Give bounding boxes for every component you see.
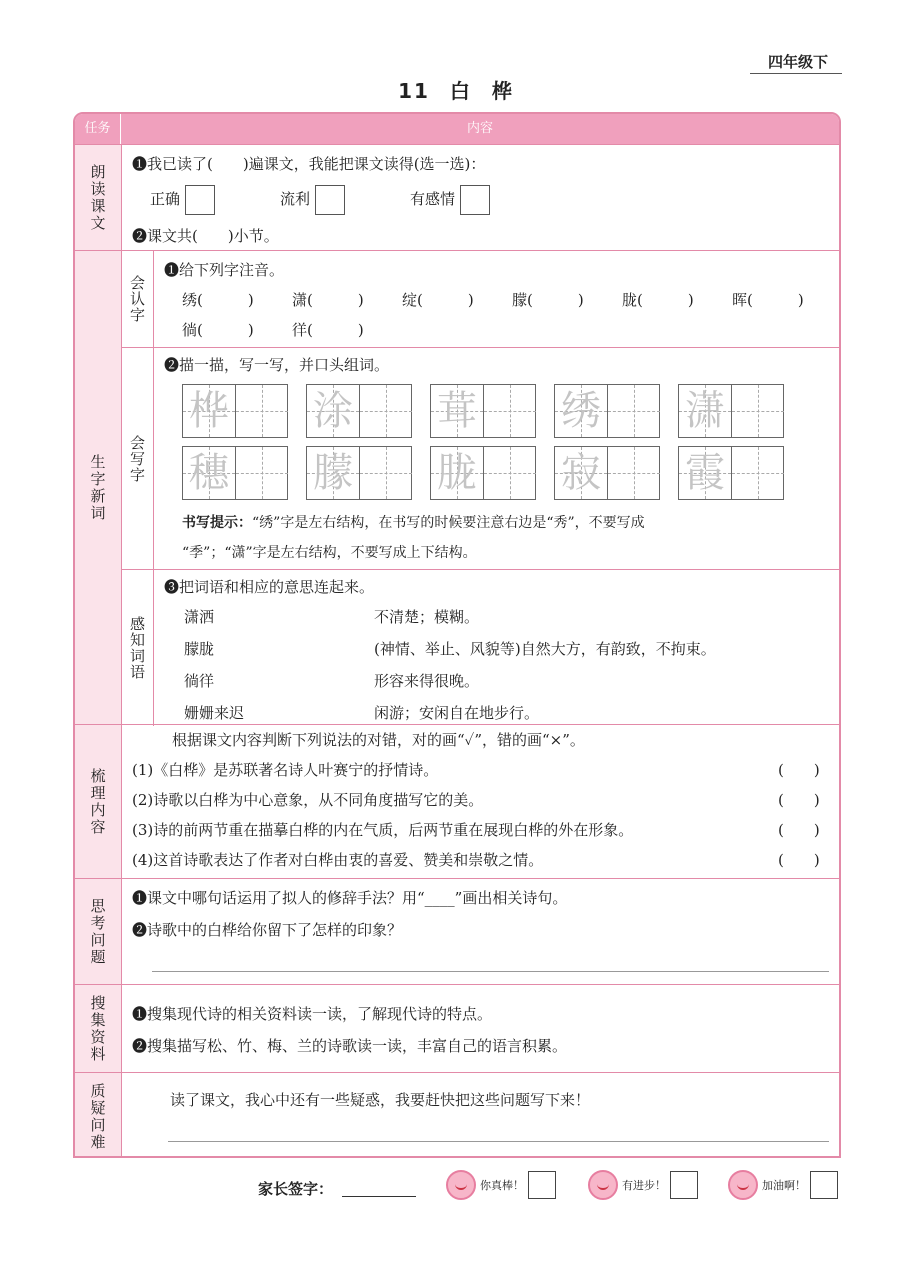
trace-char: 朦 <box>313 450 353 496</box>
think-q1: ❶课文中哪句话运用了拟人的修辞手法？用“____”画出相关诗句。 <box>132 889 568 907</box>
collect-q1: ❶搜集现代诗的相关资料读一读，了解现代诗的特点。 <box>132 1005 493 1023</box>
sun-face-icon <box>588 1170 618 1200</box>
pinyin-item[interactable]: 徉( ) <box>292 321 364 339</box>
section-think <box>121 878 839 984</box>
sub-label-perceive: 感知词语 <box>122 570 154 726</box>
sun-face-icon <box>728 1170 758 1200</box>
badge-label: 有进步！ <box>622 1179 666 1192</box>
match-word[interactable]: 潇洒 <box>184 608 215 626</box>
subsection-write <box>122 347 839 569</box>
question-prompt: 读了课文，我心中还有一些疑惑，我要赶快把这些问题写下来！ <box>170 1091 591 1109</box>
page-title <box>0 75 912 104</box>
writing-hint-line-2: “季”；“潇”字是左右结构，不要写成上下结构。 <box>182 545 477 561</box>
answer-paren[interactable]: ( ) <box>778 821 820 839</box>
answer-line[interactable] <box>168 1141 829 1142</box>
read-q1: ❶我已读了( )遍课文，我能把课文读得(选一选)： <box>132 155 486 173</box>
answer-paren[interactable]: ( ) <box>778 791 820 809</box>
section-label-read: 朗读课文 <box>75 144 121 250</box>
section-label-think: 思考问题 <box>75 878 121 984</box>
trace-char: 涂 <box>313 388 353 434</box>
trace-char: 胧 <box>437 450 477 496</box>
badge-great <box>446 1170 556 1200</box>
match-word[interactable]: 朦胧 <box>184 640 215 658</box>
title-char-1: 白 <box>449 79 472 103</box>
match-meaning[interactable]: 闲游；安闲自在地步行。 <box>374 704 540 722</box>
statement: (2)诗歌以白桦为中心意象，从不同角度描写它的美。 <box>132 791 484 809</box>
checkbox-emotion[interactable] <box>460 185 490 215</box>
writing-grid[interactable] <box>306 384 412 438</box>
section-label-newwords: 生字新词 <box>75 250 121 724</box>
pinyin-item[interactable]: 徜( ) <box>182 321 254 339</box>
header-content: 内容 <box>466 121 493 136</box>
statement: (4)这首诗歌表达了作者对白桦由衷的喜爱、赞美和崇敬之情。 <box>132 851 544 869</box>
section-label-question: 质疑问难 <box>75 1072 121 1158</box>
writing-grid[interactable] <box>306 446 412 500</box>
writing-hint-line-1: 书写提示：“绣”字是左右结构，在书写的时候要注意右边是“秀”，不要写成 <box>182 515 645 531</box>
writing-grid[interactable] <box>554 446 660 500</box>
badge-cheer <box>728 1170 838 1200</box>
write-prompt: ❷描一描，写一写，并口头组词。 <box>164 356 390 374</box>
lesson-number: 11 <box>398 79 430 103</box>
pinyin-item[interactable]: 绣( ) <box>182 291 254 309</box>
perceive-prompt: ❸把词语和相应的意思连起来。 <box>164 578 375 596</box>
statement: (3)诗的前两节重在描摹白桦的内在气质，后两节重在展现白桦的外在形象。 <box>132 821 634 839</box>
collect-q2: ❷搜集描写松、竹、梅、兰的诗歌读一读，丰富自己的语言积累。 <box>132 1037 568 1055</box>
grade-underline <box>750 73 842 74</box>
pinyin-item[interactable]: 潇( ) <box>292 291 364 309</box>
badge-checkbox[interactable] <box>810 1171 838 1199</box>
answer-paren[interactable]: ( ) <box>778 761 820 779</box>
badge-label: 加油啊！ <box>762 1179 806 1192</box>
section-newwords <box>121 250 839 724</box>
read-option-1: 正确 <box>150 183 215 215</box>
trace-char: 穗 <box>189 450 229 496</box>
writing-grid[interactable] <box>430 446 536 500</box>
pinyin-item[interactable]: 胧( ) <box>622 291 694 309</box>
section-label-collect: 搜集资料 <box>75 984 121 1072</box>
writing-grid[interactable] <box>430 384 536 438</box>
think-q2: ❷诗歌中的白桦给你留下了怎样的印象？ <box>132 921 403 939</box>
match-meaning[interactable]: 形容来得很晚。 <box>374 672 480 690</box>
sun-face-icon <box>446 1170 476 1200</box>
writing-grid[interactable] <box>678 384 784 438</box>
trace-char: 绣 <box>561 388 601 434</box>
subsection-perceive <box>122 569 839 725</box>
recognize-prompt: ❶给下列字注音。 <box>164 261 285 279</box>
parent-sign-line[interactable] <box>342 1196 416 1197</box>
badge-checkbox[interactable] <box>670 1171 698 1199</box>
writing-grid[interactable] <box>678 446 784 500</box>
sub-label-recognize: 会认字 <box>122 251 154 347</box>
writing-grid[interactable] <box>182 446 288 500</box>
worksheet <box>73 112 841 1158</box>
writing-grid[interactable] <box>182 384 288 438</box>
table-header <box>75 114 839 144</box>
read-q2: ❷课文共( )小节。 <box>132 227 279 245</box>
match-meaning[interactable]: (神情、举止、风貌等)自然大方，有韵致，不拘束。 <box>374 640 716 658</box>
trace-char: 茸 <box>437 388 477 434</box>
section-read <box>121 144 839 250</box>
section-label-sort: 梳理内容 <box>75 724 121 878</box>
badge-progress <box>588 1170 698 1200</box>
pinyin-item[interactable]: 晖( ) <box>732 291 804 309</box>
match-word[interactable]: 徜徉 <box>184 672 215 690</box>
title-char-2: 桦 <box>491 79 514 103</box>
sort-intro: 根据课文内容判断下列说法的对错，对的画“✓”，错的画“×”。 <box>172 731 585 749</box>
trace-char: 寂 <box>561 450 601 496</box>
badge-label: 你真棒！ <box>480 1179 524 1192</box>
parent-sign-label: 家长签字： <box>258 1180 334 1198</box>
trace-char: 桦 <box>189 388 229 434</box>
read-option-3: 有感情 <box>410 183 490 215</box>
trace-char: 潇 <box>685 388 725 434</box>
badge-checkbox[interactable] <box>528 1171 556 1199</box>
grade-label: 四年级下 <box>768 53 829 71</box>
read-option-2: 流利 <box>280 183 345 215</box>
section-collect <box>121 984 839 1072</box>
writing-grid[interactable] <box>554 384 660 438</box>
section-sort <box>121 724 839 878</box>
section-question <box>121 1072 839 1158</box>
match-meaning[interactable]: 不清楚；模糊。 <box>374 608 480 626</box>
trace-char: 霞 <box>685 450 725 496</box>
answer-paren[interactable]: ( ) <box>778 851 820 869</box>
checkbox-correct[interactable] <box>185 185 215 215</box>
header-task: 任务 <box>75 114 121 144</box>
pinyin-item[interactable]: 绽( ) <box>402 291 474 309</box>
statement: (1)《白桦》是苏联著名诗人叶赛宁的抒情诗。 <box>132 761 439 779</box>
pinyin-item[interactable]: 朦( ) <box>512 291 584 309</box>
checkbox-fluent[interactable] <box>315 185 345 215</box>
match-word[interactable]: 姗姗来迟 <box>184 704 245 722</box>
sub-label-write: 会写字 <box>122 348 154 570</box>
answer-line[interactable] <box>152 971 829 972</box>
